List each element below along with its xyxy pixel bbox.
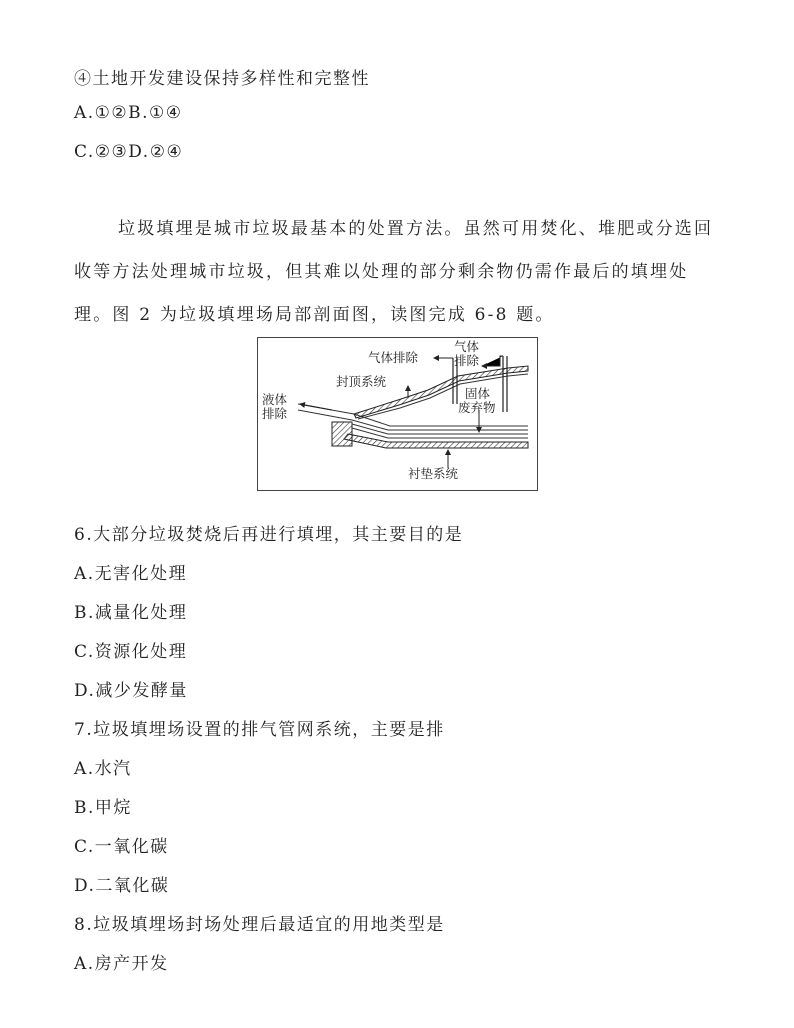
- landfill-diagram: [258, 338, 539, 492]
- intro-text: 垃圾填埋是城市垃圾最基本的处置方法。虽然可用焚化、堆肥或分选回收等方法处理城市垃圾，但其难以处理的部分剩余物仍需作最后的填埋处理。图 2 为垃圾填埋场局部剖面图，读图完成 6-8 题。: [74, 219, 714, 325]
- liquid-arrow: [300, 404, 332, 410]
- question-6-option-a: A.无害化处理: [74, 564, 188, 584]
- question-6-stem: 6.大部分垃圾焚烧后再进行填埋，其主要目的是: [74, 525, 464, 545]
- question-8-option-a: A.房产开发: [74, 954, 169, 974]
- question-8-stem: 8.垃圾填埋场封场处理后最适宜的用地类型是: [74, 915, 445, 935]
- question-6-option-d: D.减少发酵量: [74, 681, 188, 701]
- question-7-option-b: B.甲烷: [74, 798, 132, 818]
- label-top-seal: 封顶系统: [336, 374, 387, 389]
- label-solid-line1: 固体: [465, 386, 491, 401]
- label-solid-line2: 废弃物: [458, 400, 496, 415]
- prev-answers-row-1: A.①②B.①④: [74, 103, 183, 123]
- question-7-option-c: C.一氧化碳: [74, 837, 169, 857]
- landfill-cross-section-figure: [257, 337, 538, 491]
- question-6-option-c: C.资源化处理: [74, 642, 188, 662]
- label-liquid-line2: 排除: [262, 406, 288, 421]
- label-gas-exhaust-2-line2: 排除: [454, 353, 480, 368]
- label-liner: 衬垫系统: [408, 466, 459, 481]
- label-liquid-line1: 液体: [262, 392, 288, 407]
- label-gas-exhaust-1: 气体排除: [368, 350, 419, 365]
- label-gas-exhaust-2-line1: 气体: [454, 339, 480, 354]
- question-7-option-d: D.二氧化碳: [74, 876, 170, 896]
- prev-answers-row-2: C.②③D.②④: [74, 142, 184, 162]
- intro-paragraph: [74, 208, 720, 337]
- prev-option-4: ④土地开发建设保持多样性和完整性: [74, 69, 370, 89]
- gas-arrow-2: [482, 356, 503, 366]
- question-7-option-a: A.水汽: [74, 759, 132, 779]
- question-7-stem: 7.垃圾填埋场设置的排气管网系统，主要是排: [74, 720, 445, 740]
- question-6-option-b: B.减量化处理: [74, 603, 188, 623]
